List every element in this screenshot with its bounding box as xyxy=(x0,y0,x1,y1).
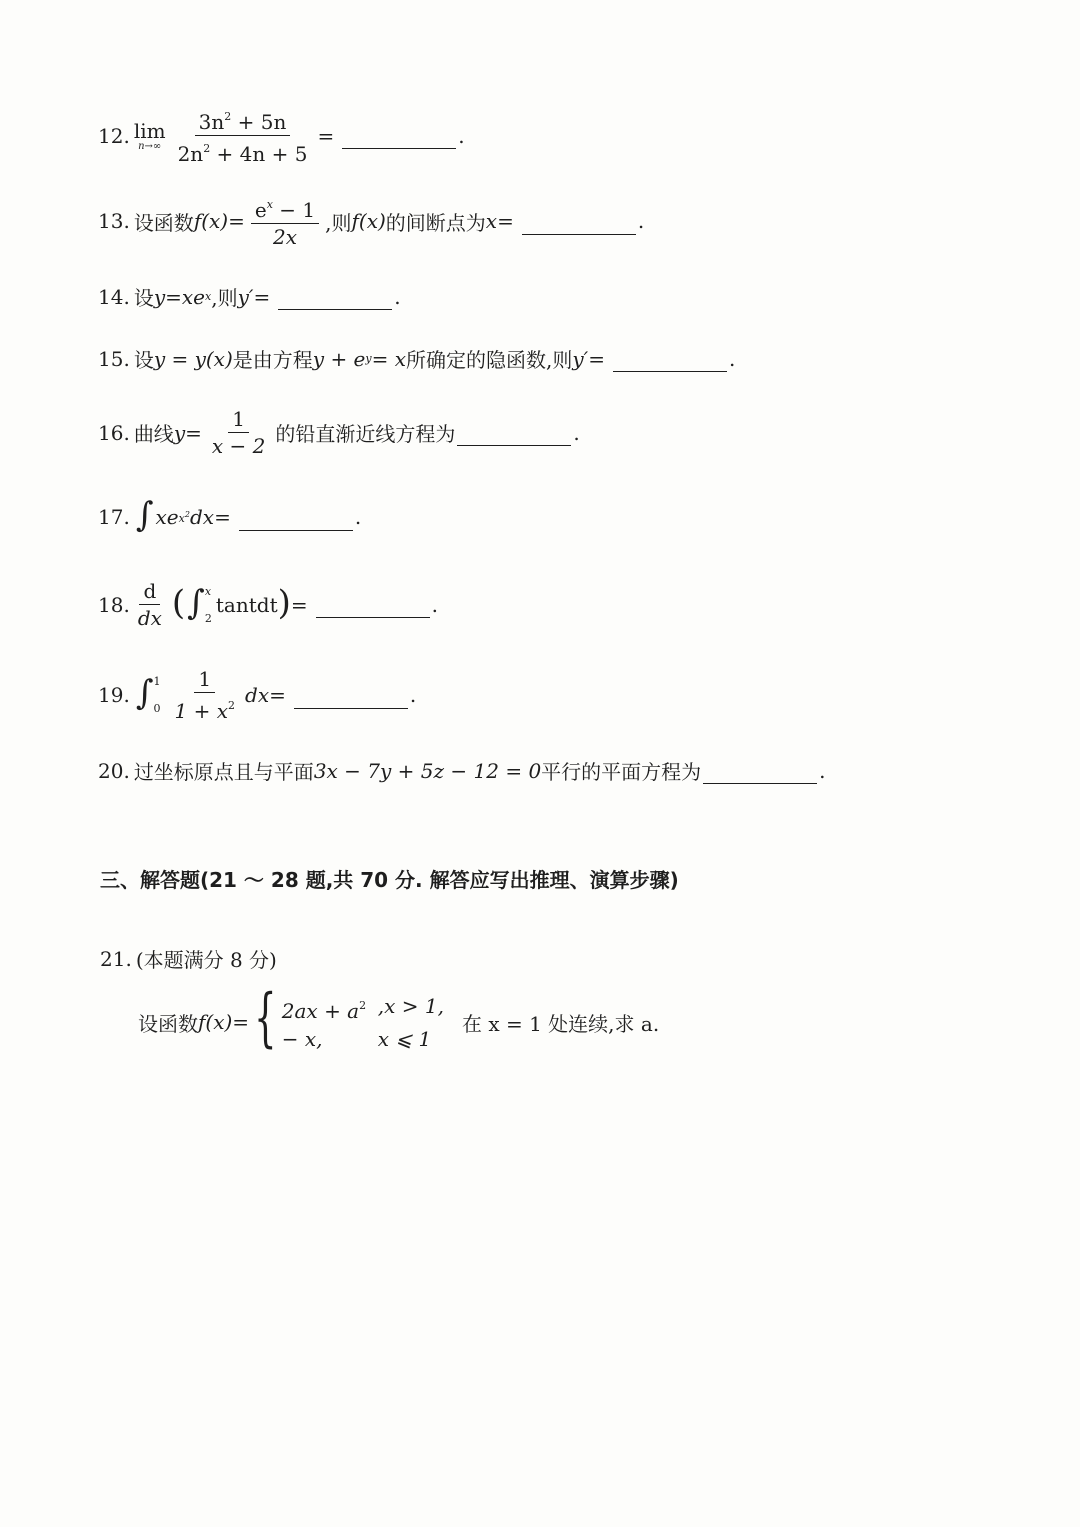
section-heading: 三、解答题(21 ～ 28 题,共 70 分. 解答应写出推理、演算步骤) xyxy=(100,868,679,892)
limit-fraction: $\frac{3n^2 + 5n}{2n^2 + 4n + 5}$ xyxy=(174,106,312,165)
question-18: 18. $\frac{d}{dx}$ ( ∫ x 2 tantdt ) = . xyxy=(98,579,438,630)
answer-blank xyxy=(342,134,456,149)
piecewise-brace: { xyxy=(254,981,277,1055)
question-14: 14. 设 y = xe x ,则 y′ = . xyxy=(98,284,401,310)
derivative-operator: $\frac{d}{dx}$ xyxy=(137,579,162,630)
answer-blank xyxy=(613,357,727,372)
integral-sign: ∫ xyxy=(187,582,205,623)
question-21-body: 设函数 f(x) = { $2ax + a^2$ ,x > 1, − x, x ⩽ 1 在 x = 1 处连续,求 a. xyxy=(138,981,660,1055)
answer-blank xyxy=(703,769,817,784)
answer-blank xyxy=(522,220,636,235)
integral-sign: ∫ xyxy=(135,495,154,535)
answer-blank xyxy=(294,694,408,709)
question-15: 15. 设 y = y(x) 是由方程 y + e y = x 所确定的隐函数,则 y′ = . xyxy=(98,346,736,372)
question-16: 16. 曲线 y = $\frac{1}{x - 2}$ 的铅直渐近线方程为 . xyxy=(98,407,580,458)
curve-fraction: $\frac{1}{x - 2}$ xyxy=(211,407,266,458)
question-21-header: 21. (本题满分 8 分) xyxy=(100,946,277,972)
piecewise-cases: $2ax + a^2$ ,x > 1, − x, x ⩽ 1 xyxy=(281,993,444,1051)
question-12: 12. lim n→∞ $\frac{3n^2 + 5n}{2n^2 + 4n + 5}$ = . xyxy=(98,106,465,165)
limit-operator: lim n→∞ xyxy=(133,118,166,152)
answer-blank xyxy=(316,603,430,618)
integral-sign: ∫ xyxy=(135,673,154,713)
integrand-fraction: $\frac{1}{1 + x^2}$ xyxy=(174,667,236,723)
question-number: 12. xyxy=(98,123,130,148)
answer-blank xyxy=(239,516,353,531)
answer-blank xyxy=(278,295,392,310)
question-17: 17. ∫ xe $x^2$ dx = . xyxy=(98,495,362,535)
question-13: 13. 设函数 f(x) = $\frac{e^x - 1}{2x}$ ,则 f(x) 的间断点为 x = . xyxy=(98,194,644,248)
answer-blank xyxy=(457,431,571,446)
question-19: 19. ∫ 1 0 $\frac{1}{1 + x^2}$ dx = . xyxy=(98,667,417,723)
question-20: 20. 过坐标原点且与平面 3x − 7y + 5z − 12 = 0 平行的平面方程为 . xyxy=(98,758,826,784)
function-fraction: $\frac{e^x - 1}{2x}$ xyxy=(251,194,319,248)
